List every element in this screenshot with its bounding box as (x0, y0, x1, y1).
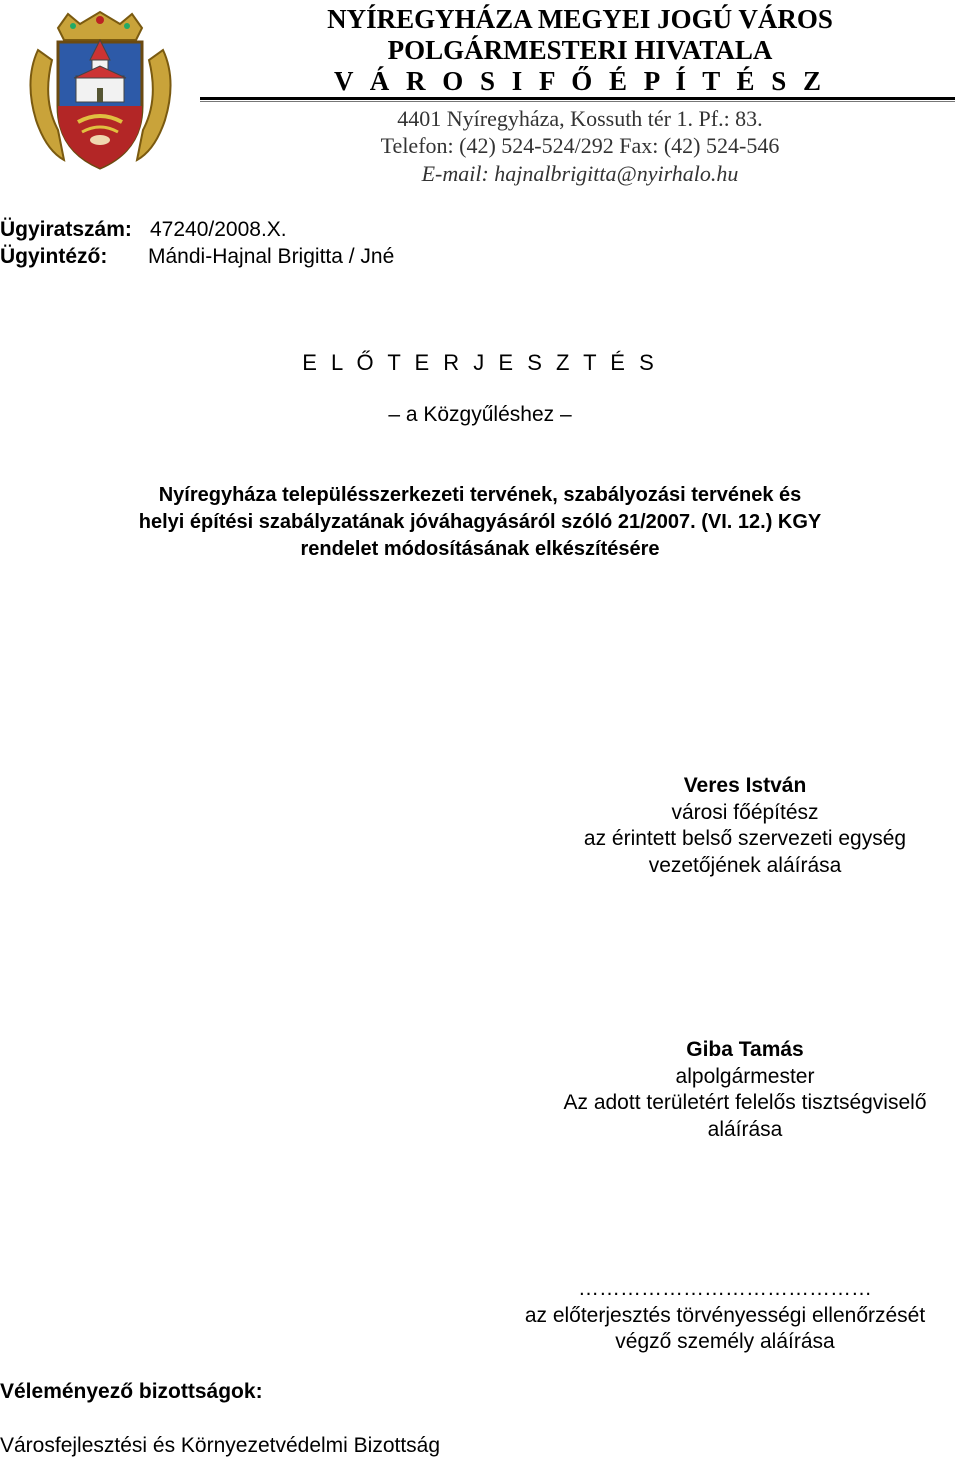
office-address: 4401 Nyíregyháza, Kossuth tér 1. Pf.: 83. (397, 106, 763, 131)
file-number-row (0, 217, 287, 243)
office-phone: Telefon: (42) 524-524/292 Fax: (42) 524-546 (380, 133, 780, 158)
signatory-role-line: végző személy aláírása (615, 1330, 835, 1353)
subject-line: Nyíregyháza településszerkezeti tervének, szabályozási tervének és (158, 484, 802, 506)
signatory-title: alpolgármester (675, 1064, 815, 1088)
office-email: E-mail: hajnalbrigitta@nyirhalo.hu (421, 161, 739, 186)
document-subtitle: – a Közgyűléshez – (388, 403, 572, 426)
file-number-value: 47240/2008.X. (150, 218, 287, 241)
signatory-title: városi főépítész (671, 800, 819, 824)
signatory-name: Giba Tamás (686, 1038, 804, 1061)
header-divider-thin (200, 101, 955, 102)
committees-heading: Véleményező bizottságok: (0, 1380, 263, 1403)
office-name-line-3: V Á R O S I F Ő É P Í T É S Z (333, 66, 827, 96)
header-divider (200, 97, 955, 100)
subject-line: helyi építési szabályzatának jóváhagyásáról szóló 21/2007. (VI. 12.) KGY (138, 511, 822, 533)
city-coat-of-arms-icon (18, 10, 183, 175)
signatory-role-line: vezetőjének aláírása (648, 853, 842, 877)
office-name-line-2: POLGÁRMESTERI HIVATALA (387, 35, 773, 65)
case-handler-row (0, 244, 394, 270)
signature-block-deputy-mayor (530, 1037, 960, 1143)
signature-block-chief-architect (530, 773, 960, 879)
case-handler-label: Ügyintéző: (0, 245, 108, 268)
signatory-role-line: aláírása (707, 1117, 783, 1141)
case-handler-value: Mándi-Hajnal Brigitta / Jné (148, 245, 395, 268)
subject-line: rendelet módosításának elkészítésére (300, 538, 660, 560)
file-number-label: Ügyiratszám: (0, 218, 132, 241)
signatory-role-line: az előterjesztés törvényességi ellenőrzését (524, 1303, 926, 1327)
signature-line: …………………………………… (578, 1277, 872, 1300)
signatory-role-line: az érintett belső szervezeti egység (583, 827, 907, 850)
signature-block-legal-review (490, 1276, 960, 1356)
document-title: E L Ő T E R J E S Z T É S (302, 350, 658, 375)
committee-item: Városfejlesztési és Környezetvédelmi Bizottság (0, 1434, 441, 1457)
signatory-role-line: Az adott területért felelős tisztségviselő (563, 1091, 927, 1114)
signatory-name: Veres István (683, 774, 807, 797)
office-name-line-1: NYÍREGYHÁZA MEGYEI JOGÚ VÁROS (327, 4, 833, 34)
